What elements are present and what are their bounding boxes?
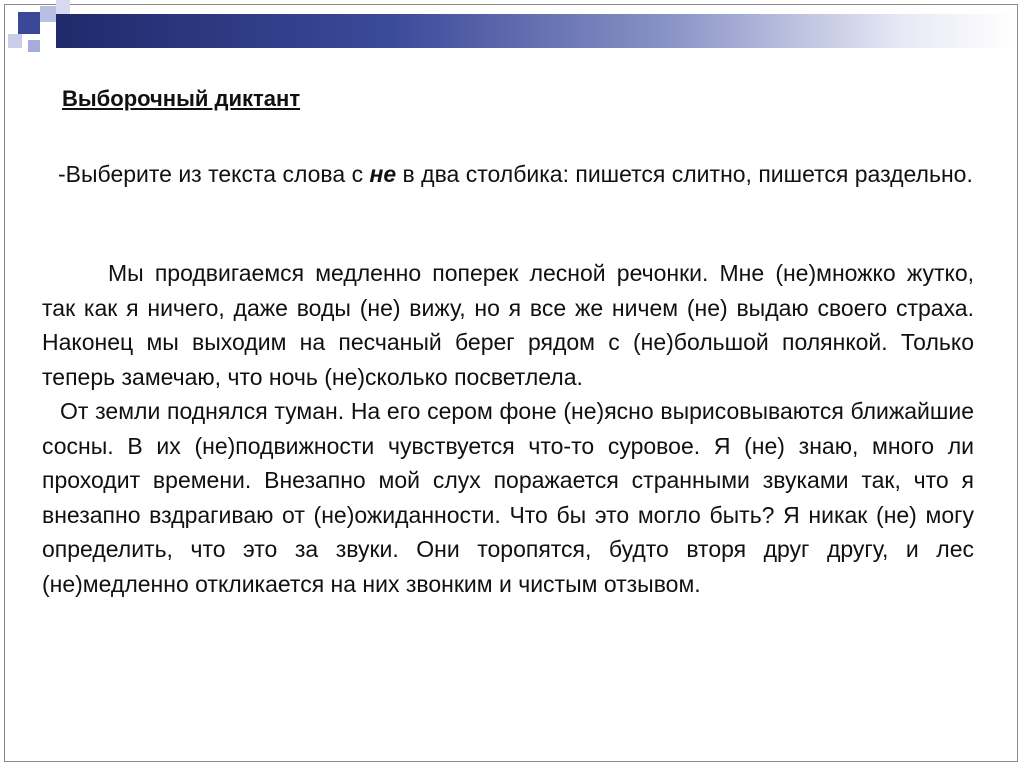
decorative-square [56,0,70,14]
header-gradient-bar [56,14,1016,48]
decorative-square [40,6,56,22]
task-suffix: в два столбика: пишется слитно, пишется раздельно. [396,161,973,187]
decorative-square [8,34,22,48]
dictation-text [42,256,974,601]
task-emphasis: не [369,161,397,187]
task-instruction [42,156,982,192]
paragraph-1: Мы продвигаемся медленно поперек лесной речонки. Мне (не)множко жутко, так как я ничего, даже воды (не) вижу, но я все же ничем (не) выдаю своего страха. Наконец мы выходим на песчаный берег рядом с (не)большой полянкой. Только теперь замечаю, что ночь (не)сколько посветлела. [42,260,974,390]
task-prefix: -Выберите из текста слова с [58,161,370,187]
decorative-square [28,40,40,52]
paragraph-2: От земли поднялся туман. На его сером фоне (не)ясно вырисовываются ближайшие сосны. В их (не)подвижности чувствуется что-то суровое. Я (не) знаю, много ли проходит времени. Внезапно мой слух поражается странными звуками так, что я внезапно вздрагиваю от (не)ожиданности. Что бы это могло быть? Я никак (не) могу определить, что это за звуки. Они торопятся, будто вторя друг другу, и лес (не)медленно откликается на них звонким и чистым отзывом. [42,398,974,597]
slide-title: Выборочный диктант [62,86,301,111]
decorative-square [18,12,40,34]
